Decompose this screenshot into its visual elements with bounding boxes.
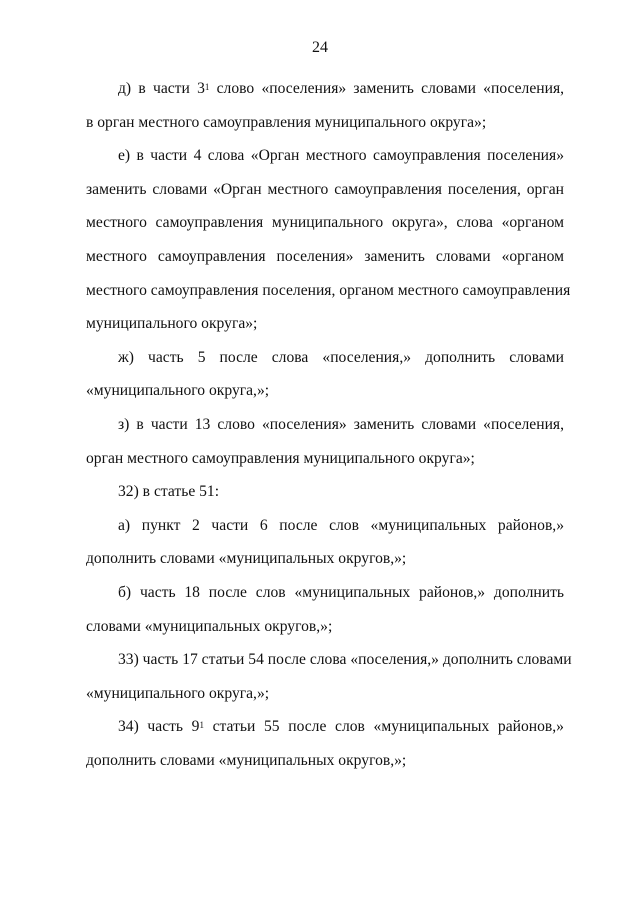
- paragraph-zh: [86, 341, 564, 408]
- text-line: орган местного самоуправления муниципального округа»;: [86, 449, 475, 467]
- text-line: в орган местного самоуправления муниципального округа»;: [86, 113, 487, 131]
- text-line: дополнить словами «муниципальных округов,»;: [86, 751, 407, 769]
- text-line: местного самоуправления муниципального округа», слова «органом: [86, 214, 564, 232]
- paragraph-b: [86, 576, 564, 643]
- text-line: 32) в статье 51:: [118, 483, 220, 501]
- paragraph-z: [86, 408, 564, 475]
- text-line: местного самоуправления поселения» заменить словами «органом: [86, 247, 564, 265]
- text-line: ж) часть 5 после слова «поселения,» дополнить словами: [118, 348, 564, 366]
- text-line: местного самоуправления поселения, органом местного самоуправления: [86, 281, 571, 299]
- text-line: заменить словами «Орган местного самоуправления поселения, орган: [86, 180, 564, 198]
- text-line: д) в части $3^1$ слово «поселения» заменить словами «поселения,: [118, 80, 565, 97]
- page-number: 24: [312, 39, 328, 56]
- paragraph-33: [86, 643, 572, 710]
- superscript: 1: [204, 82, 210, 92]
- text-line: словами «муниципальных округов,»;: [86, 617, 333, 635]
- paragraph-a: [86, 509, 564, 576]
- text-line: 33) часть 17 статьи 54 после слова «поселения,» дополнить словами: [118, 651, 572, 669]
- text-line: з) в части 13 слово «поселения» заменить словами «поселения,: [118, 415, 564, 433]
- text-line: 34) часть $9^1$ статьи 55 после слов «муниципальных районов,»: [118, 718, 564, 736]
- text-line: а) пункт 2 части 6 после слов «муниципальных районов,»: [118, 516, 564, 534]
- paragraph-d: [86, 72, 564, 139]
- document-body: [86, 72, 572, 777]
- paragraph-32: [86, 475, 564, 509]
- paragraph-34: [86, 710, 564, 777]
- text-line: б) часть 18 после слов «муниципальных районов,» дополнить: [118, 583, 564, 601]
- text-line: «муниципального округа,»;: [86, 684, 270, 702]
- text-line: «муниципального округа,»;: [86, 382, 270, 400]
- paragraph-e: [86, 139, 571, 341]
- superscript: 1: [199, 720, 204, 731]
- text-line: муниципального округа»;: [86, 315, 258, 333]
- text-line: е) в части 4 слова «Орган местного самоуправления поселения»: [118, 147, 564, 165]
- text-line: дополнить словами «муниципальных округов,»;: [86, 550, 407, 568]
